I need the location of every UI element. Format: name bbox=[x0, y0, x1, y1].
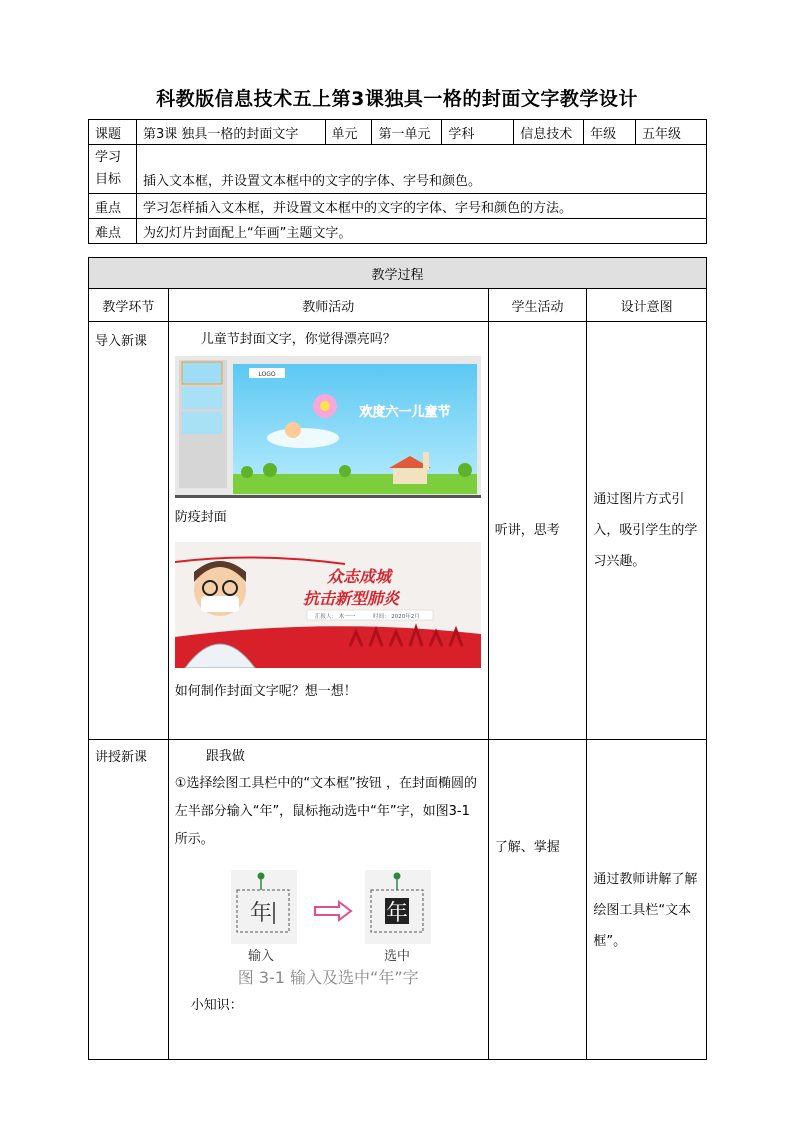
grade-value: 五年级 bbox=[636, 120, 707, 145]
fig-arrow bbox=[315, 902, 351, 920]
stage-intro: 导入新课 bbox=[89, 322, 169, 740]
slide2-time: 时间： 2020年2月 bbox=[372, 614, 420, 620]
process-header: 教学过程 bbox=[89, 258, 707, 289]
fig-label-select: 选中 bbox=[383, 949, 410, 964]
figure-3-1 bbox=[175, 864, 481, 964]
slide-children-day-image bbox=[175, 356, 481, 498]
stage-teach: 讲授新课 bbox=[89, 740, 169, 1060]
info-row-difficult bbox=[89, 219, 707, 244]
info-table bbox=[88, 119, 707, 244]
teacher-intro-cell bbox=[168, 322, 488, 740]
col-student: 学生活动 bbox=[488, 289, 587, 322]
teacher-teach-cell bbox=[168, 740, 488, 1060]
slide1-house bbox=[393, 468, 427, 484]
unit-label: 单元 bbox=[325, 120, 372, 145]
caption-epidemic: 防疫封面 bbox=[174, 510, 227, 525]
slide2-title-line2: 抗击新型肺炎 bbox=[302, 589, 399, 608]
slide1-thumb-1 bbox=[182, 362, 222, 384]
slide1-banner: 欢度六一儿童节 bbox=[359, 405, 451, 420]
process-table bbox=[88, 257, 707, 1060]
teacher-intro-text: 儿童节封面文字，你觉得漂亮吗？ bbox=[200, 332, 396, 347]
goal-label bbox=[89, 145, 137, 194]
slide1-tree-1 bbox=[241, 466, 253, 478]
process-row-teach bbox=[89, 740, 707, 1060]
col-stage: 教学环节 bbox=[89, 289, 169, 322]
fig-input-rotate-handle bbox=[257, 873, 264, 880]
process-column-headers bbox=[89, 289, 707, 322]
info-row-key bbox=[89, 194, 707, 219]
slide1-tree-3 bbox=[339, 465, 351, 477]
student-intro: 听讲，思考 bbox=[488, 322, 587, 740]
topic-value: 第3课 独具一格的封面文字 bbox=[136, 120, 325, 145]
fig-input-char: 年 bbox=[249, 901, 272, 926]
fig-label-input: 输入 bbox=[247, 949, 274, 964]
tip-label: 小知识： bbox=[190, 998, 243, 1013]
slide1-thumb-3 bbox=[182, 412, 222, 434]
slide1-tower bbox=[423, 452, 429, 470]
slide1-cloud bbox=[267, 428, 339, 448]
col-intent: 设计意图 bbox=[587, 289, 707, 322]
slide1-logo-text: LOGO bbox=[258, 371, 276, 378]
goal-label-line1: 学习 bbox=[95, 150, 122, 165]
slide1-tree-4 bbox=[458, 463, 472, 477]
step1-text: ①选择绘图工具栏中的“文本框”按钮 ，在封面椭圆的左半部分输入“年”，鼠标拖动选中“年”字，如图3-1所示。 bbox=[174, 776, 477, 847]
process-header-row bbox=[89, 258, 707, 289]
difficult-value: 为幻灯片封面配上“年画”主题文字。 bbox=[136, 219, 706, 244]
intent-teach: 通过教师讲解了解绘图工具栏“文本框”。 bbox=[587, 740, 707, 1060]
grade-label: 年级 bbox=[584, 120, 636, 145]
col-teacher: 教师活动 bbox=[168, 289, 488, 322]
slide1-flower-center bbox=[320, 401, 330, 411]
slide-epidemic-image bbox=[175, 542, 481, 668]
slide1-tree-2 bbox=[263, 463, 277, 477]
info-row-topic bbox=[89, 120, 707, 145]
slide1-grass bbox=[233, 474, 477, 494]
slide2-reporter: 汇报人： 木一一 bbox=[314, 614, 355, 620]
unit-value: 第一单元 bbox=[372, 120, 442, 145]
fig-select-char: 年 bbox=[385, 901, 408, 926]
difficult-label: 难点 bbox=[89, 219, 137, 244]
slide2-title-line1: 众志成城 bbox=[326, 567, 391, 586]
fig-caption: 图 3-1 输入及选中“年”字 bbox=[237, 968, 419, 987]
slide1-bottom-line bbox=[175, 495, 481, 498]
key-label: 重点 bbox=[89, 194, 137, 219]
key-value: 学习怎样插入文本框，并设置文本框中的文字的字体、字号和颜色的方法。 bbox=[136, 194, 706, 219]
slide1-child bbox=[285, 422, 301, 438]
subject-value: 信息技术 bbox=[514, 120, 584, 145]
process-row-intro bbox=[89, 322, 707, 740]
student-teach: 了解、掌握 bbox=[488, 740, 587, 1060]
info-row-goal bbox=[89, 145, 707, 194]
intro-question: 如何制作封面文字呢？想一想！ bbox=[174, 684, 357, 699]
page-title: 科教版信息技术五上第3课独具一格的封面文字教学设计 bbox=[156, 88, 638, 110]
intent-intro: 通过图片方式引入，吸引学生的学习兴趣。 bbox=[587, 322, 707, 740]
subject-label: 学科 bbox=[442, 120, 514, 145]
topic-label: 课题 bbox=[89, 120, 137, 145]
slide1-thumb-2 bbox=[182, 387, 222, 409]
follow-label: 跟我做 bbox=[205, 749, 245, 764]
goal-value: 插入文本框，并设置文本框中的文字的字体、字号和颜色。 bbox=[136, 145, 706, 194]
slide2-mask bbox=[201, 596, 239, 612]
goal-label-line2: 目标 bbox=[95, 172, 122, 187]
fig-select-rotate-handle bbox=[393, 873, 400, 880]
